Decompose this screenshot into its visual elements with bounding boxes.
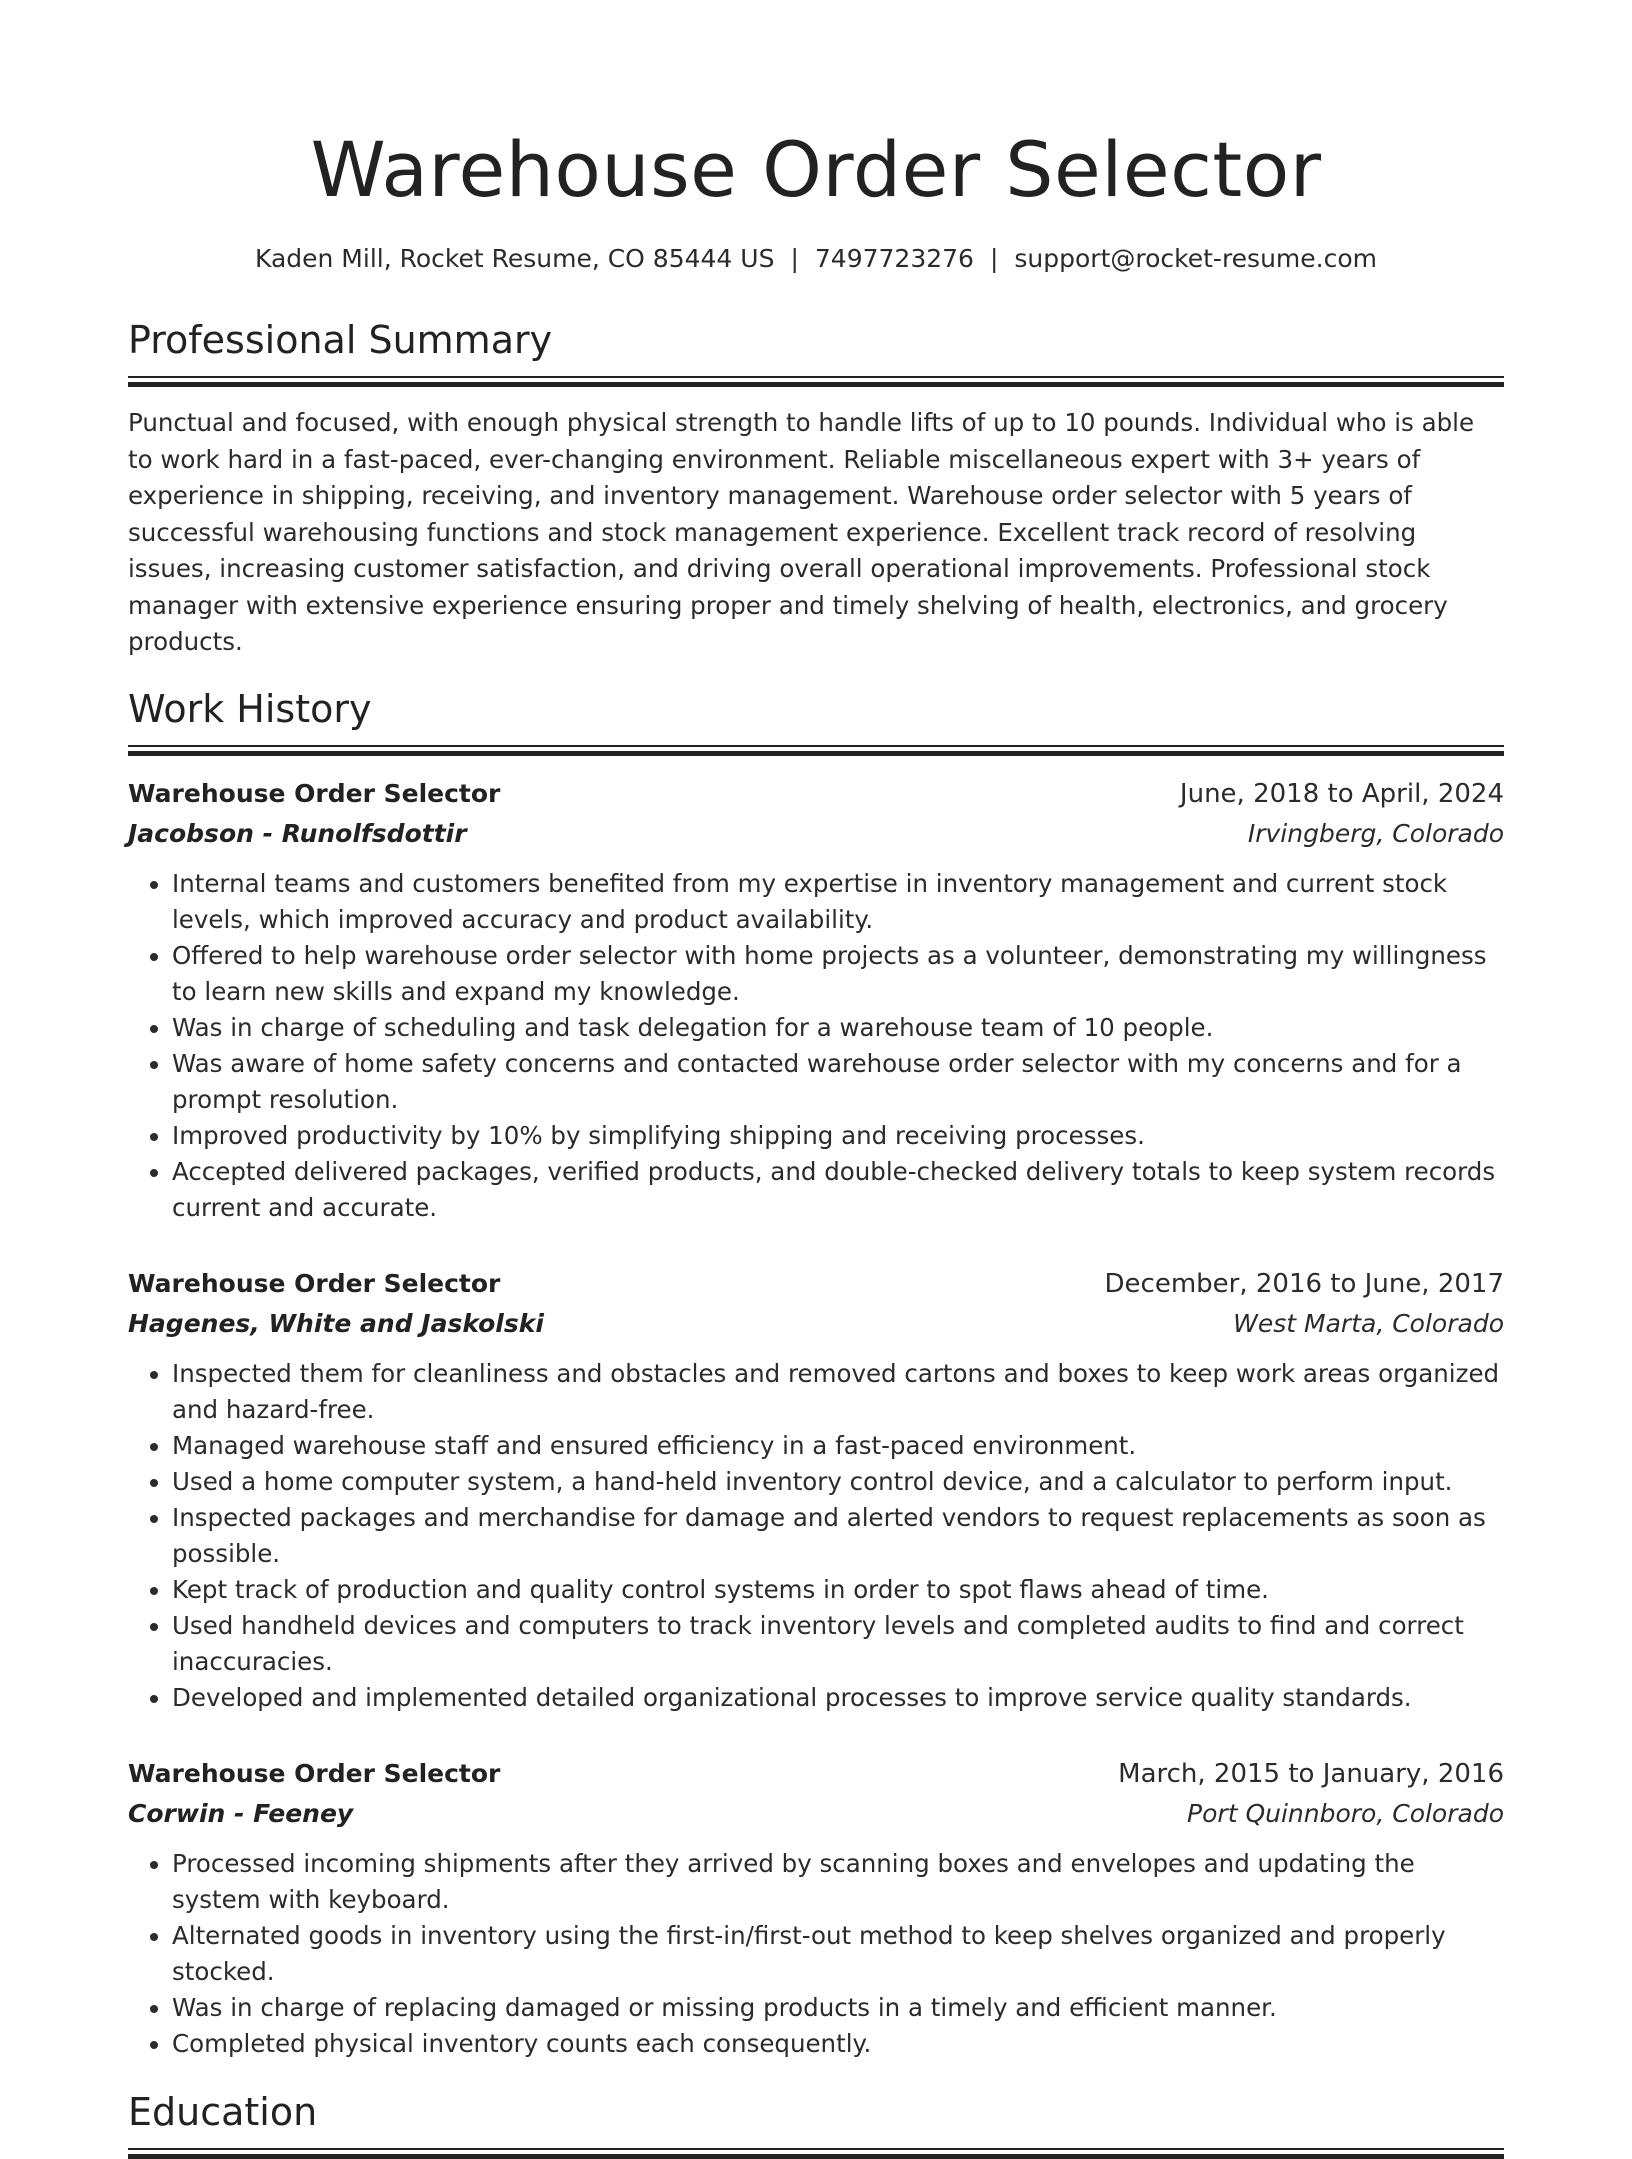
list-item: • Alternated goods in inventory using the first-in/first-out method to keep shelves organized and properly stocked. xyxy=(172,1918,1504,1990)
job-bullets xyxy=(128,866,1504,1226)
job-dates: March, 2015 to January, 2016 xyxy=(1118,1759,1504,1789)
list-item: • Inspected them for cleanliness and obstacles and removed cartons and boxes to keep work areas organized and hazard-free. xyxy=(172,1356,1504,1428)
job-location: West Marta, Colorado xyxy=(1233,1309,1504,1338)
list-item: • Internal teams and customers benefited from my expertise in inventory management and current stock levels, which improved accuracy and product availability. xyxy=(172,866,1504,938)
job-company: Corwin - Feeney xyxy=(128,1799,354,1828)
job-bullets xyxy=(128,1356,1504,1716)
job-dates: December, 2016 to June, 2017 xyxy=(1104,1269,1504,1299)
list-item: • Improved productivity by 10% by simplifying shipping and receiving processes. xyxy=(172,1118,1504,1154)
list-item: • Completed physical inventory counts each consequently. xyxy=(172,2026,1504,2062)
list-item: • Used handheld devices and computers to track inventory levels and completed audits to find and correct inaccuracies. xyxy=(172,1608,1504,1680)
summary-text: Punctual and focused, with enough physical strength to handle lifts of up to 10 pounds. Individual who is able to work hard in a fast-paced, ever-changing environment. Reliable miscellaneous expert with 3+ years of experience in shipping, receiving, and inventory management. Warehouse order selector with 5 years of successful warehousing functions and stock management experience. Excellent track record of resolving issues, increasing customer satisfaction, and driving overall operational improvements. Professional stock manager with extensive experience ensuring proper and timely shelving of health, electronics, and grocery products. xyxy=(128,408,1475,656)
job-bullets xyxy=(128,1846,1504,2062)
job-header-row xyxy=(128,1754,1504,1794)
page-title: Warehouse Order Selector xyxy=(310,125,1322,214)
list-item: • Developed and implemented detailed organizational processes to improve service quality standards. xyxy=(172,1680,1504,1716)
contact-line xyxy=(128,242,1504,276)
list-item: • Kept track of production and quality control systems in order to spot flaws ahead of time. xyxy=(172,1572,1504,1608)
job-entry xyxy=(128,774,1504,1226)
list-item: • Was in charge of scheduling and task delegation for a warehouse team of 10 people. xyxy=(172,1010,1504,1046)
section-divider xyxy=(128,2148,1504,2159)
job-location: Port Quinnboro, Colorado xyxy=(1187,1799,1504,1828)
section-title-summary: Professional Summary xyxy=(128,318,553,362)
section-divider xyxy=(128,745,1504,756)
section-title-education: Education xyxy=(128,2090,318,2134)
contact-separator: | xyxy=(989,244,999,273)
job-dates: June, 2018 to April, 2024 xyxy=(1179,779,1504,809)
section-divider xyxy=(128,376,1504,387)
list-item: • Was aware of home safety concerns and contacted warehouse order selector with my concerns and for a prompt resolution. xyxy=(172,1046,1504,1118)
contact-email: support@rocket-resume.com xyxy=(1014,244,1378,273)
list-item: • Accepted delivered packages, verified products, and double-checked delivery totals to keep system records current and accurate. xyxy=(172,1154,1504,1226)
job-header-row xyxy=(128,774,1504,814)
work-history-section xyxy=(128,685,1504,2062)
contact-address: Kaden Mill, Rocket Resume, CO 85444 US xyxy=(254,244,775,273)
list-item: • Used a home computer system, a hand-held inventory control device, and a calculator to perform input. xyxy=(172,1464,1504,1500)
job-title: Warehouse Order Selector xyxy=(128,1269,501,1298)
list-item: • Managed warehouse staff and ensured efficiency in a fast-paced environment. xyxy=(172,1428,1504,1464)
job-title: Warehouse Order Selector xyxy=(128,1759,501,1788)
job-company-row xyxy=(128,814,1504,854)
education-section xyxy=(128,2088,1504,2159)
job-company-row xyxy=(128,1304,1504,1344)
job-company: Hagenes, White and Jaskolski xyxy=(128,1309,544,1338)
job-header-row xyxy=(128,1264,1504,1304)
job-entry xyxy=(128,1264,1504,1716)
job-location: Irvingberg, Colorado xyxy=(1247,819,1504,848)
summary-section xyxy=(128,316,1504,661)
list-item: • Processed incoming shipments after they arrived by scanning boxes and envelopes and updating the system with keyboard. xyxy=(172,1846,1504,1918)
contact-separator: | xyxy=(790,244,799,273)
list-item: • Offered to help warehouse order selector with home projects as a volunteer, demonstrating my willingness to learn new skills and expand my knowledge. xyxy=(172,938,1504,1010)
job-company-row xyxy=(128,1794,1504,1834)
contact-phone: 7497723276 xyxy=(814,244,974,273)
list-item: • Was in charge of replacing damaged or missing products in a timely and efficient manner. xyxy=(172,1990,1504,2026)
section-title-work-history: Work History xyxy=(128,687,372,731)
job-title: Warehouse Order Selector xyxy=(128,779,501,808)
job-company: Jacobson - Runolfsdottir xyxy=(128,819,467,848)
job-entry xyxy=(128,1754,1504,2062)
list-item: • Inspected packages and merchandise for damage and alerted vendors to request replacements as soon as possible. xyxy=(172,1500,1504,1572)
